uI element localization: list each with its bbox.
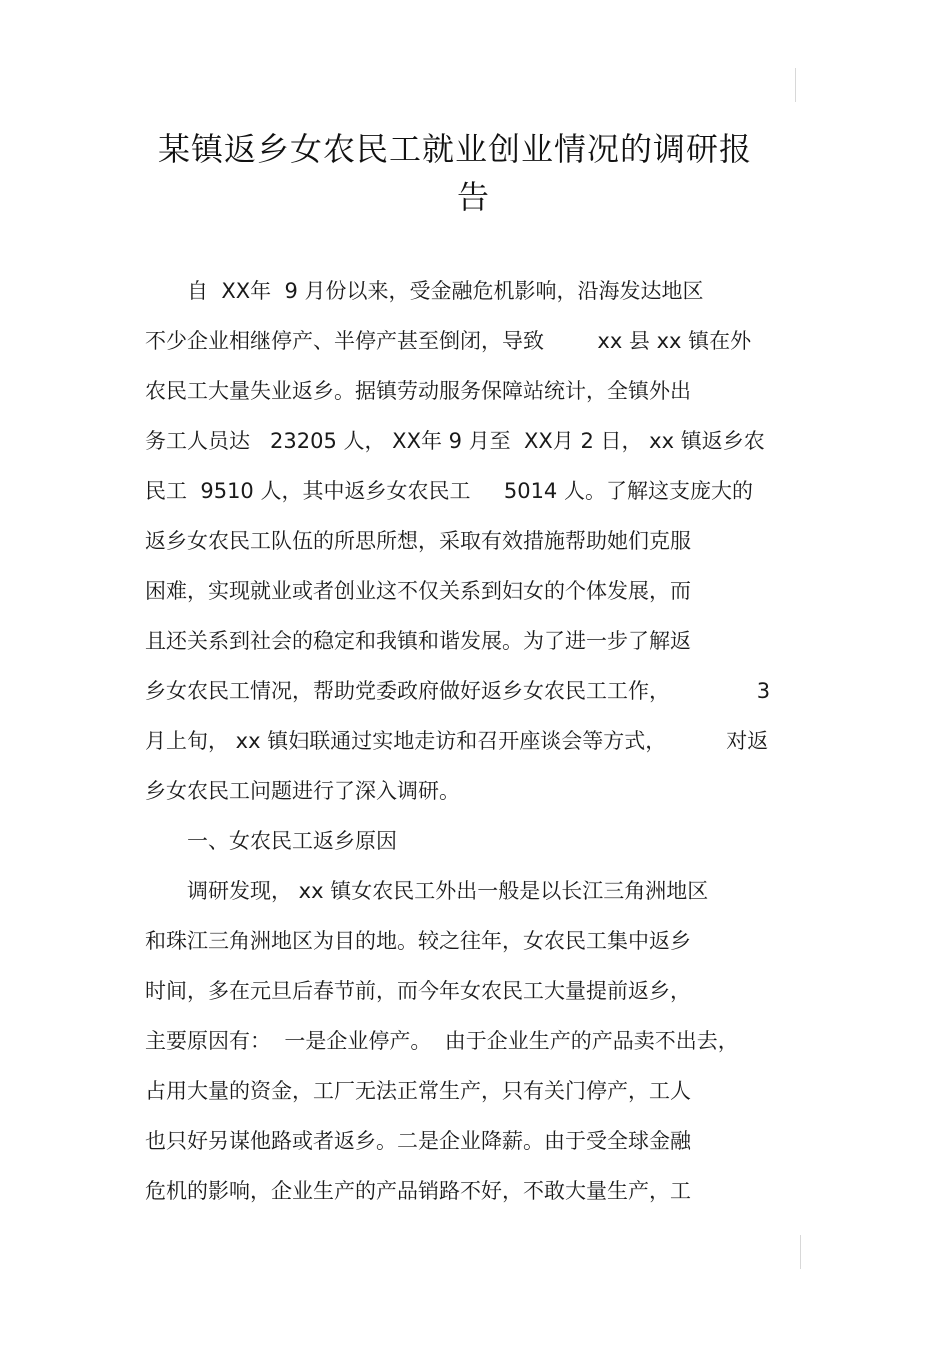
body-text-line: 时间，多在元旦后春节前，而今年女农民工大量提前返乡， (145, 979, 691, 1003)
page-corner-mark-bottom (800, 1235, 801, 1269)
body-text-line: 和珠江三角洲地区为目的地。较之往年，女农民工集中返乡 (145, 929, 691, 953)
body-text-line: 民工 9510 人，其中返乡女农民工 5014 人。了解这支庞大的 (145, 479, 753, 503)
body-text-line: 自 XX年 9 月份以来，受金融危机影响，沿海发达地区 (145, 279, 704, 303)
body-text-line: 乡女农民工情况，帮助党委政府做好返乡女农民工工作， 3 (145, 679, 771, 703)
body-text-line: 危机的影响，企业生产的产品销路不好，不敢大量生产，工 (145, 1179, 691, 1203)
body-text-line: 困难，实现就业或者创业这不仅关系到妇女的个体发展，而 (145, 579, 691, 603)
body-text-line: 不少企业相继停产、半停产甚至倒闭，导致 xx 县 xx 镇在外 (145, 329, 752, 353)
section-heading: 一、女农民工返乡原因 (145, 829, 397, 853)
body-text-line: 主要原因有： 一是企业停产。 由于企业生产的产品卖不出去， (145, 1029, 739, 1053)
body-text-line: 乡女农民工问题进行了深入调研。 (145, 779, 460, 803)
body-text-line: 农民工大量失业返乡。据镇劳动服务保障站统计，全镇外出 (145, 379, 691, 403)
body-text-line: 返乡女农民工队伍的所思所想，采取有效措施帮助她们克服 (145, 529, 691, 553)
body-text-line: 月上旬， xx 镇妇联通过实地走访和召开座谈会等方式， 对返 (145, 729, 769, 753)
body-text-line: 调研发现， xx 镇女农民工外出一般是以长江三角洲地区 (145, 879, 709, 903)
document-title-line-1: 某镇返乡女农民工就业创业情况的调研报 (158, 130, 753, 168)
body-text-line: 务工人员达 23205 人， XX年 9 月至 XX月 2 日， xx 镇返乡农 (145, 429, 765, 453)
document-title-line-2: 告 (457, 178, 491, 216)
page-corner-mark-top (795, 68, 796, 102)
body-text-line: 且还关系到社会的稳定和我镇和谐发展。为了进一步了解返 (145, 629, 691, 653)
body-text-line: 占用大量的资金，工厂无法正常生产，只有关门停产，工人 (145, 1079, 691, 1103)
body-text-line: 也只好另谋他路或者返乡。二是企业降薪。由于受全球金融 (145, 1129, 691, 1153)
